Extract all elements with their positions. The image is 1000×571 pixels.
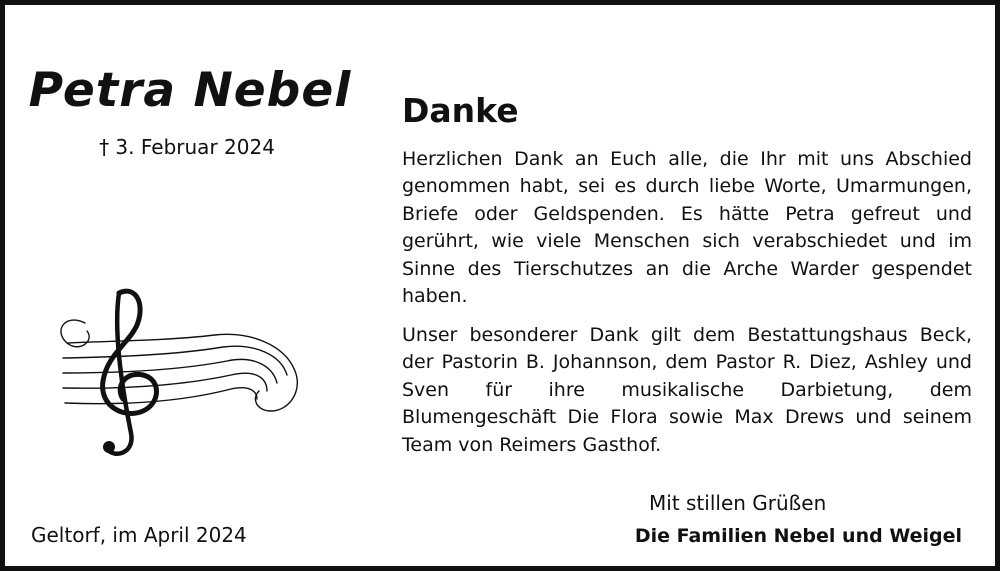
deceased-name: Petra Nebel (28, 63, 352, 118)
thanks-heading: Danke (402, 91, 519, 130)
family-signature: Die Familien Nebel und Weigel (634, 525, 962, 547)
thanks-paragraph-1: Herzlichen Dank an Euch alle, die Ihr mit uns Abschied genommen habt, sei es durch liebe Worte, Umarmungen, Briefe oder Geldspenden. Es hätte Petra gefreut und gerührt, wie viele Menschen sich verabschiedet und im Sinne des Tierschutzes an die Arche Warder gespendet haben. (402, 148, 972, 308)
closing-greeting: Mit stillen Grüßen (649, 491, 827, 515)
death-date: † 3. Februar 2024 (99, 135, 275, 159)
treble-clef-staff-icon (45, 283, 315, 463)
thanks-paragraph-2: Unser besonderer Dank gilt dem Bestattungshaus Beck, der Pastorin B. Johannson, dem Pastor R. Diez, Ashley und Sven für ihre musikalische Darbietung, dem Blumengeschäft Die Flora sowie Max Drews und seinem Team von Reimers Gasthof. (402, 324, 972, 456)
place-and-date: Geltorf, im April 2024 (31, 523, 247, 547)
